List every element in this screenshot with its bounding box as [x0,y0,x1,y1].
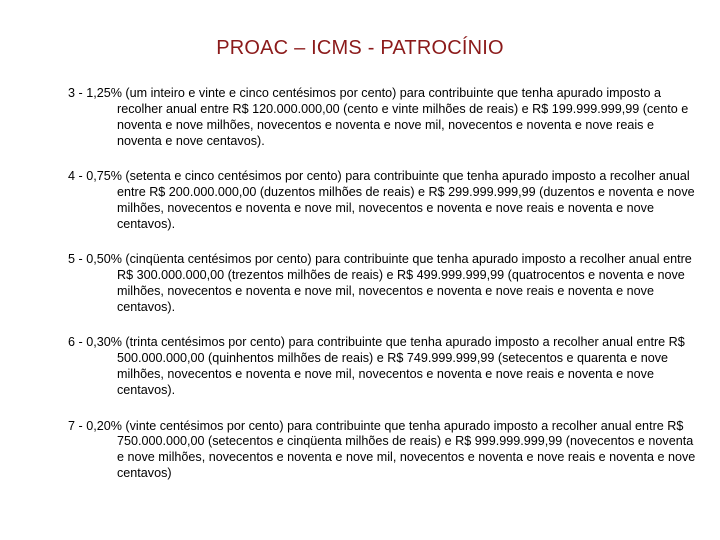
list-item-3: 3 - 1,25% (um inteiro e vinte e cinco centésimos por cento) para contribuinte que tenha apurado imposto a recolher anual entre R$ 120.000.000,00 (cento e vinte milhões de reais) e R$ 199.999.999,99 (cento e noventa e nove milhões, novecentos e noventa e nove mil, novecentos e noventa e nove reais e noventa e nove centavos). [68,86,689,148]
list-item-4: 4 - 0,75% (setenta e cinco centésimos por cento) para contribuinte que tenha apurado imposto a recolher anual entre R$ 200.000.000,00 (duzentos milhões de reais) e R$ 299.999.999,99 (duzentos e noventa e nove milhões, novecentos e noventa e nove mil, novecentos e noventa e nove reais e noventa e nove centavos). [68,169,695,231]
slide-title: PROAC – ICMS - PATROCÍNIO [216,37,504,59]
list-item-5: 5 - 0,50% (cinqüenta centésimos por cento) para contribuinte que tenha apurado imposto a recolher anual entre R$ 300.000.000,00 (trezentos milhões de reais) e R$ 499.999.999,99 (quatrocentos e noventa e nove milhões, novecentos e noventa e nove mil, novecentos e noventa e nove reais e noventa e nove centavos). [68,252,692,314]
item-list [68,86,698,502]
list-item-6: 6 - 0,30% (trinta centésimos por cento) para contribuinte que tenha apurado imposto a recolher anual entre R$ 500.000.000,00 (quinhentos milhões de reais) e R$ 749.999.999,99 (setecentos e quarenta e nove milhões, novecentos e noventa e nove mil, novecentos e noventa e nove reais e noventa e nove centavos). [68,335,685,398]
list-item-7: 7 - 0,20% (vinte centésimos por cento) para contribuinte que tenha apurado imposto a recolher anual entre R$ 750.000.000,00 (setecentos e cinqüenta milhões de reais) e R$ 999.999.999,99 (novecentos e noventa e nove milhões, novecentos e noventa e nove mil, novecentos e noventa e nove reais e noventa e nove centavos) [68,418,696,481]
